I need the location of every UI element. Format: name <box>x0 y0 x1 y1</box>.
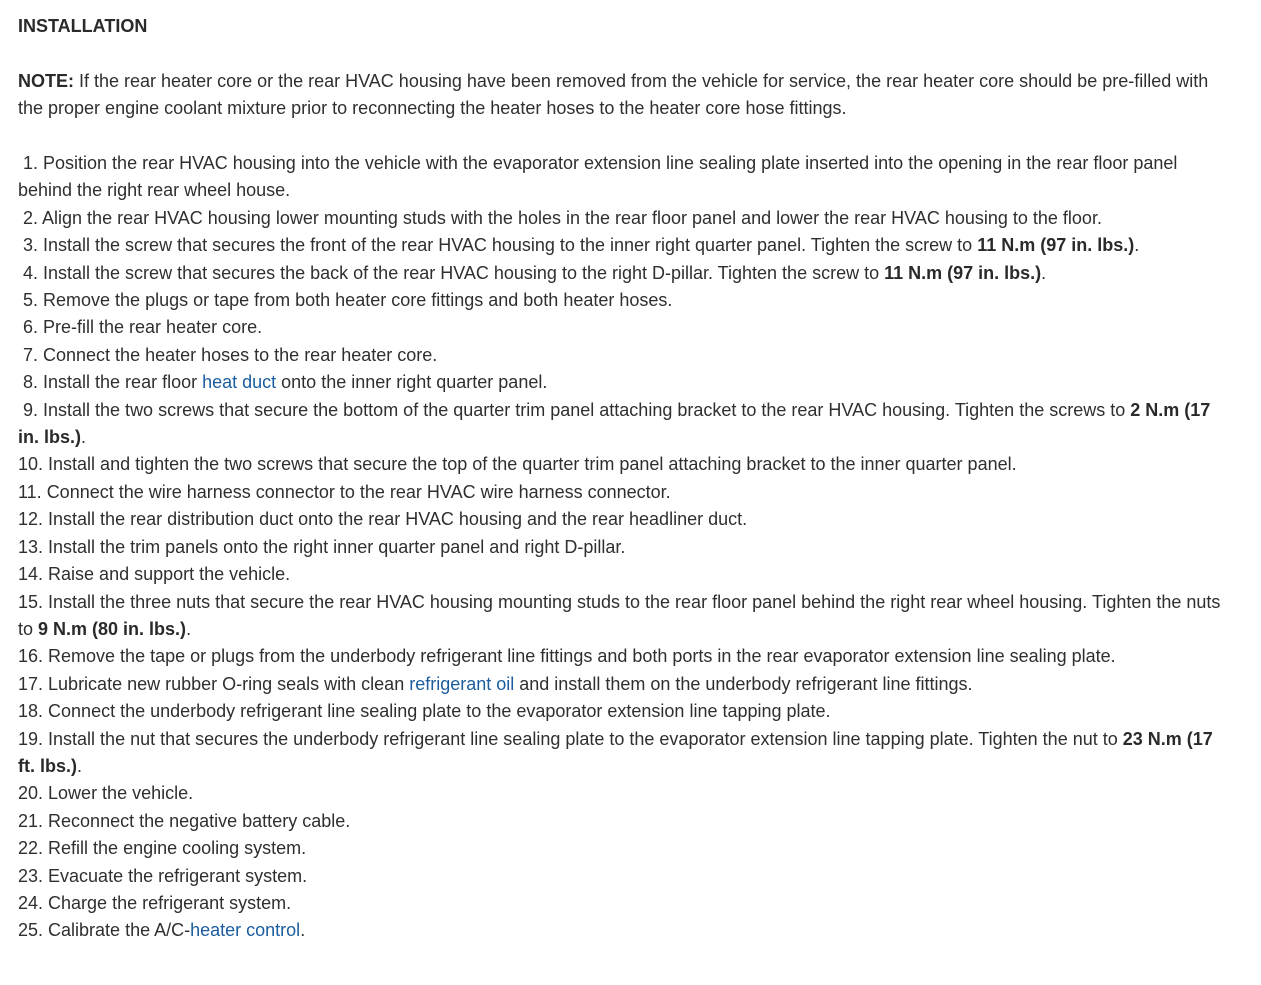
step-text: Calibrate the A/C- <box>48 920 191 941</box>
step-item <box>18 671 1233 698</box>
step-item <box>18 451 1233 478</box>
step-item <box>18 534 1233 561</box>
section-heading: INSTALLATION <box>18 16 148 36</box>
step-text: Install the screw that secures the back of the rear HVAC housing to the right D-pillar. Tighten the screw to <box>43 262 885 283</box>
step-text: . <box>300 920 306 941</box>
torque-spec: 11 N.m (97 in. lbs.) <box>884 262 1042 283</box>
step-number: 18. <box>18 701 49 722</box>
step-item <box>18 808 1233 835</box>
step-number: 21. <box>18 810 49 831</box>
step-number: 10. <box>18 454 49 475</box>
step-item <box>18 260 1233 287</box>
torque-spec: 9 N.m (80 in. lbs.) <box>38 618 187 639</box>
step-number: 4. <box>18 262 44 283</box>
step-text: Position the rear HVAC housing into the vehicle with the evaporator extension line sealing plate inserted into the opening in the rear floor panel behind the right rear wheel house. <box>18 153 1178 201</box>
step-item <box>18 287 1233 314</box>
reference-link[interactable]: refrigerant oil <box>409 673 515 694</box>
torque-spec: 11 N.m (97 in. lbs.) <box>977 235 1135 256</box>
step-number: 20. <box>18 783 49 804</box>
step-number: 24. <box>18 892 49 913</box>
reference-link[interactable]: heater control <box>190 920 301 941</box>
step-number: 19. <box>18 728 49 749</box>
step-number: 14. <box>18 564 49 585</box>
step-number: 5. <box>18 290 44 311</box>
step-number: 7. <box>18 344 44 365</box>
step-text: and install them on the underbody refrigerant line fittings. <box>514 673 973 694</box>
step-item <box>18 780 1233 807</box>
step-number: 22. <box>18 838 49 859</box>
step-text: Install the nut that secures the underbody refrigerant line sealing plate to the evaporator extension line tapping plate. Tighten the nut to <box>48 728 1123 749</box>
note-text: If the rear heater core or the rear HVAC housing have been removed from the vehicle for service, the rear heater core should be pre-filled with the proper engine coolant mixture prior to reconnecting the heater hoses to the heater core hose fittings. <box>18 70 1209 119</box>
step-text: Align the rear HVAC housing lower mounting studs with the holes in the rear floor panel and lower the rear HVAC housing to the floor. <box>42 207 1102 228</box>
step-number: 9. <box>18 399 44 420</box>
step-text: Install the rear distribution duct onto the rear HVAC housing and the rear headliner duct. <box>48 509 748 530</box>
step-text: Remove the tape or plugs from the underbody refrigerant line fittings and both ports in the rear evaporator extension line sealing plate. <box>48 646 1116 667</box>
step-item <box>18 863 1233 890</box>
step-item <box>18 726 1233 781</box>
step-item <box>18 397 1233 452</box>
step-number: 16. <box>18 646 49 667</box>
step-number: 17. <box>18 673 49 694</box>
step-number: 12. <box>18 509 49 530</box>
step-text: Charge the refrigerant system. <box>48 892 292 913</box>
note-paragraph <box>18 68 1223 123</box>
step-number: 8. <box>18 372 44 393</box>
step-text: Lubricate new rubber O-ring seals with clean <box>48 673 410 694</box>
step-number: 23. <box>18 865 49 886</box>
torque-spec: 2 N.m (17 in. lbs.) <box>18 399 1211 448</box>
step-text: onto the inner right quarter panel. <box>276 372 548 393</box>
step-number: 15. <box>18 591 49 612</box>
step-number: 13. <box>18 536 49 557</box>
step-number: 25. <box>18 920 49 941</box>
step-text: Refill the engine cooling system. <box>48 838 307 859</box>
step-text: . <box>1134 235 1140 256</box>
torque-spec: 23 N.m (17 ft. lbs.) <box>18 728 1213 776</box>
step-text: . <box>1041 262 1047 283</box>
step-text: Connect the heater hoses to the rear heater core. <box>43 344 438 365</box>
step-text: Connect the wire harness connector to the rear HVAC wire harness connector. <box>46 481 671 502</box>
step-item <box>18 698 1233 725</box>
step-text: Remove the plugs or tape from both heater core fittings and both heater hoses. <box>43 290 673 311</box>
step-text: . <box>186 618 192 639</box>
step-text: Reconnect the negative battery cable. <box>48 810 351 831</box>
step-text: Pre-fill the rear heater core. <box>43 317 263 338</box>
step-text: Evacuate the refrigerant system. <box>48 865 308 886</box>
step-text: Install the screw that secures the front of the rear HVAC housing to the inner right quarter panel. Tighten the screw to <box>43 235 978 256</box>
step-text: Install the two screws that secure the bottom of the quarter trim panel attaching bracket to the rear HVAC housing. Tighten the screws to <box>43 399 1131 420</box>
step-item <box>18 506 1233 533</box>
step-item <box>18 890 1233 917</box>
step-text: Install the three nuts that secure the rear HVAC housing mounting studs to the rear floor panel behind the right rear wheel housing. Tighten the nuts to <box>18 591 1221 639</box>
step-item <box>18 369 1233 396</box>
step-text: . <box>77 755 83 776</box>
step-item <box>18 561 1233 588</box>
step-item <box>18 917 1233 944</box>
reference-link[interactable]: heat duct <box>202 372 277 393</box>
step-number: 3. <box>18 235 44 256</box>
step-text: Lower the vehicle. <box>48 783 194 804</box>
step-number: 11. <box>18 481 47 502</box>
note-label: NOTE: <box>18 70 74 91</box>
step-item <box>18 342 1233 369</box>
step-item <box>18 205 1233 232</box>
step-item <box>18 232 1233 259</box>
step-number: 2. <box>18 207 43 228</box>
step-number: 6. <box>18 317 44 338</box>
step-item <box>18 643 1233 670</box>
step-item <box>18 314 1233 341</box>
step-text: Connect the underbody refrigerant line sealing plate to the evaporator extension line tapping plate. <box>48 701 831 722</box>
step-item <box>18 150 1233 205</box>
step-text: Raise and support the vehicle. <box>48 564 291 585</box>
step-text: Install the trim panels onto the right inner quarter panel and right D-pillar. <box>48 536 626 557</box>
step-text: . <box>81 427 87 448</box>
installation-steps-list <box>18 150 1233 945</box>
step-text: Install the rear floor <box>43 372 203 393</box>
step-number: 1. <box>18 153 44 173</box>
step-item <box>18 589 1233 644</box>
step-text: Install and tighten the two screws that secure the top of the quarter trim panel attaching bracket to the inner quarter panel. <box>48 454 1017 475</box>
step-item <box>18 835 1233 862</box>
step-item <box>18 479 1233 506</box>
